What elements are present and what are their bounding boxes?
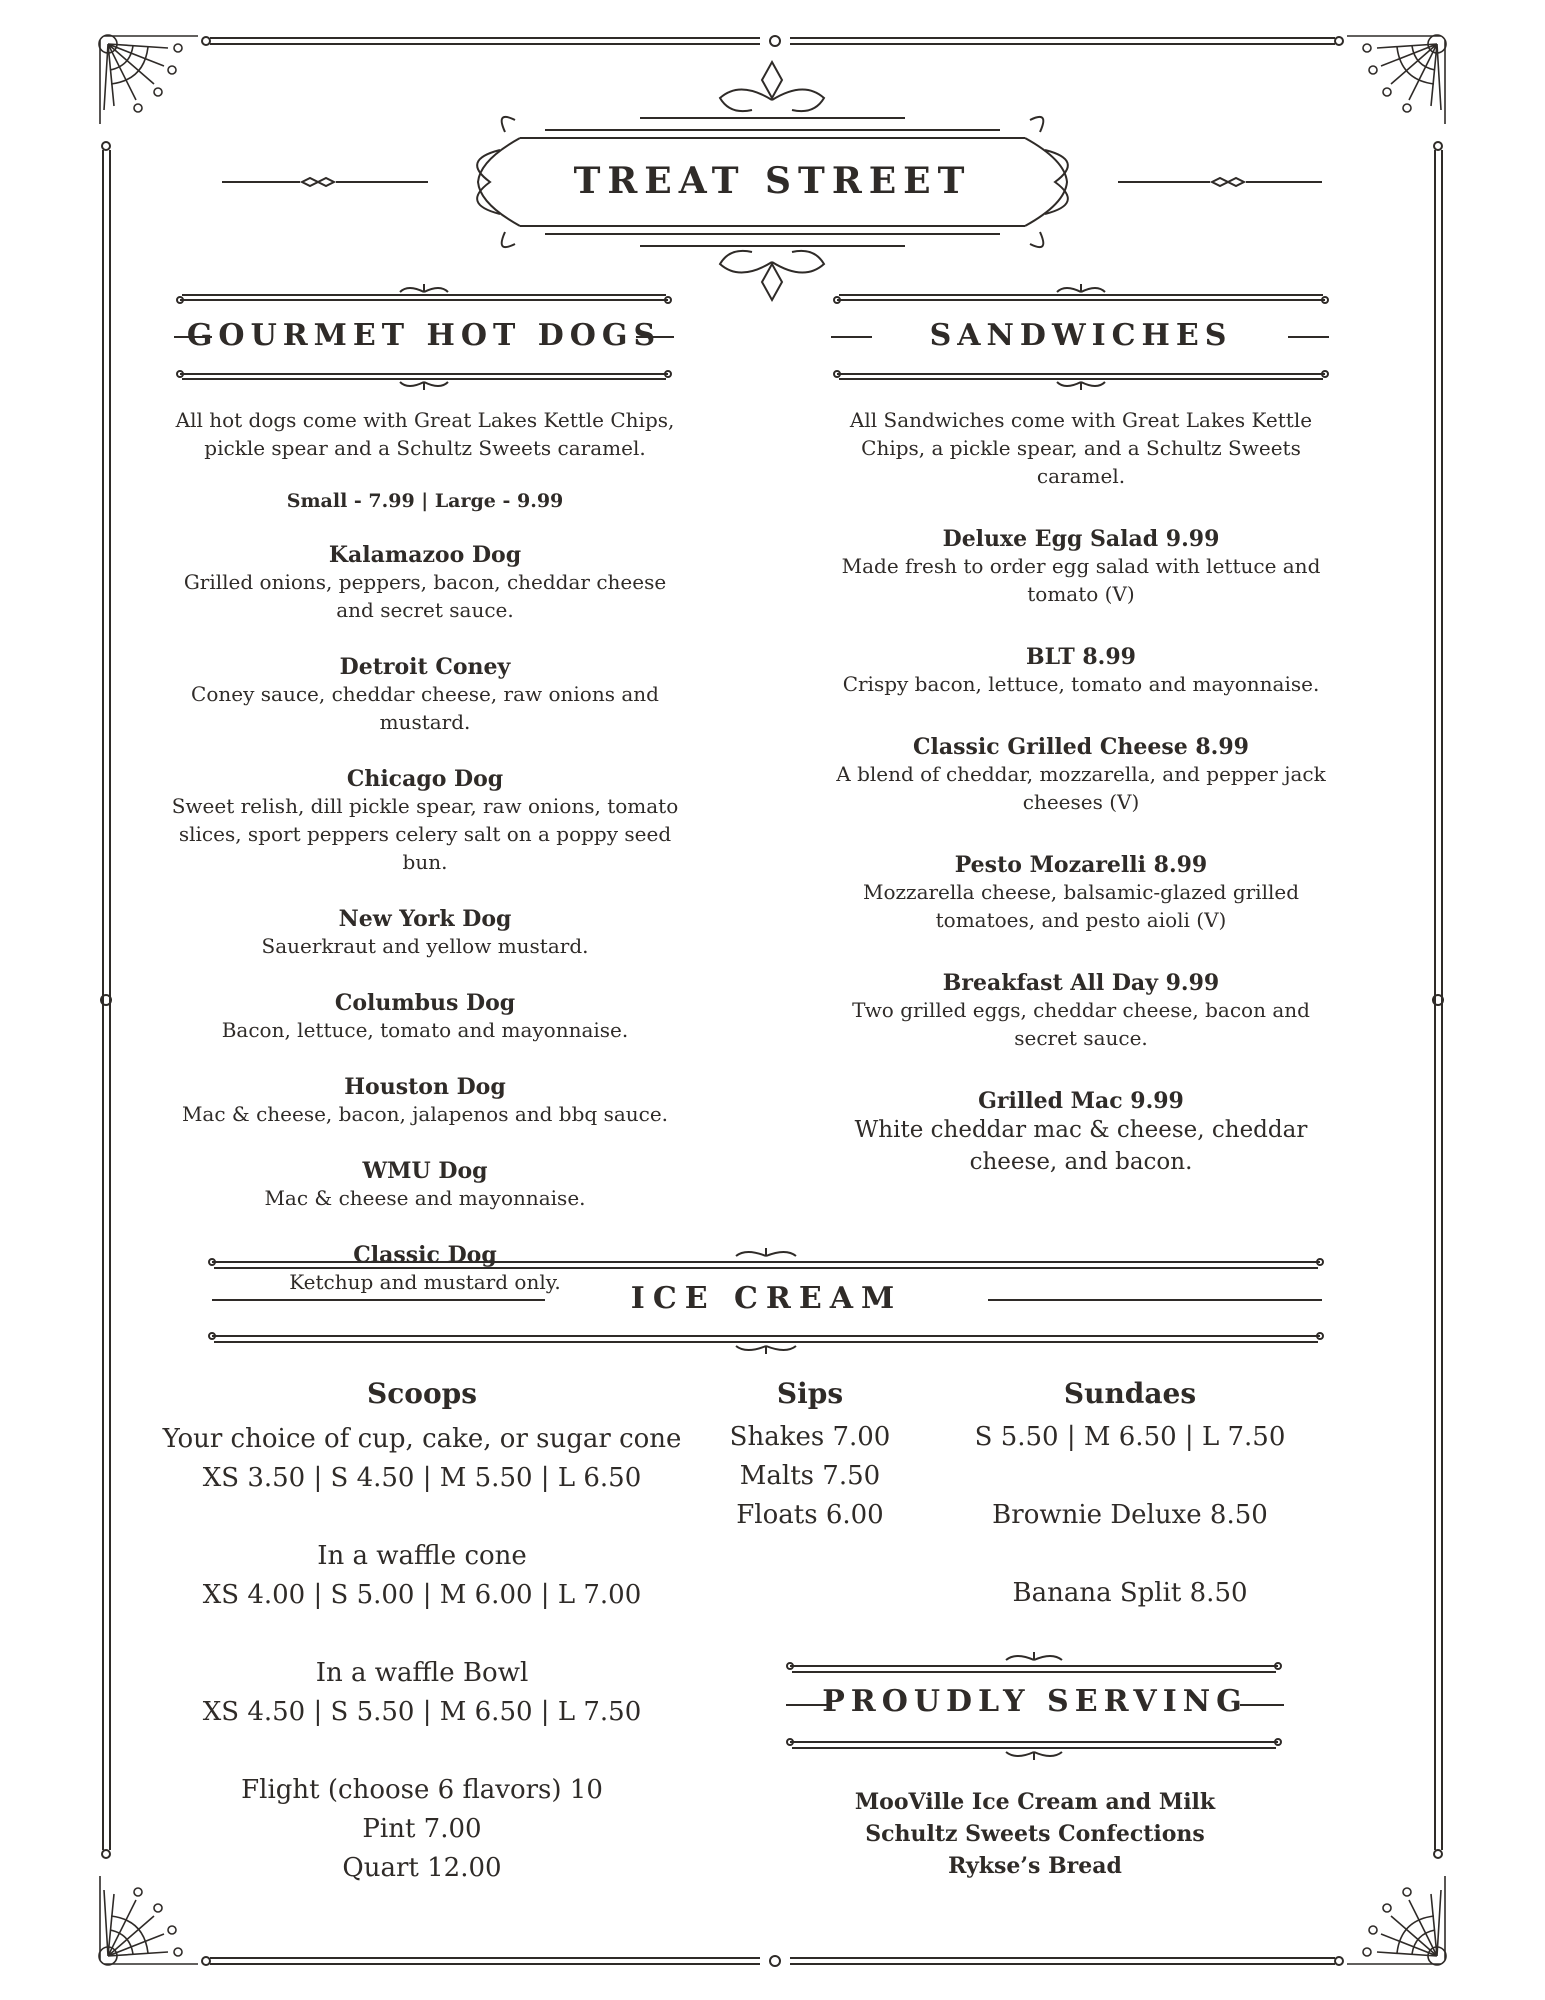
sandwiches-heading: SANDWICHES xyxy=(929,318,1233,353)
menu-item-name: Grilled Mac 9.99 xyxy=(978,1088,1184,1114)
menu-item xyxy=(170,1158,680,1212)
menu-item-name: Breakfast All Day 9.99 xyxy=(942,970,1220,996)
menu-item-description: Bacon, lettuce, tomato and mayonnaise. xyxy=(221,1018,629,1042)
menu-item-description: Grilled onions, peppers, bacon, cheddar cheese and secret sauce. xyxy=(183,570,667,622)
price-line: In a waffle cone xyxy=(317,1541,527,1571)
menu-item-description: Made fresh to order egg salad with lettuce and tomato (V) xyxy=(841,554,1321,606)
menu-item xyxy=(826,644,1336,698)
price-line: Floats 6.00 xyxy=(736,1500,884,1530)
scoops-list xyxy=(162,1420,682,1888)
sandwiches-column xyxy=(826,406,1336,1178)
sundaes-list xyxy=(950,1418,1310,1613)
menu-item-name: Deluxe Egg Salad 9.99 xyxy=(942,526,1220,552)
proudly-serving-list xyxy=(800,1786,1270,1882)
hot-dogs-list xyxy=(170,542,680,1296)
menu-item-description: A blend of cheddar, mozzarella, and pepper jack cheeses (V) xyxy=(836,762,1326,814)
menu-item-description: Mac & cheese and mayonnaise. xyxy=(264,1186,586,1210)
price-line: Malts 7.50 xyxy=(739,1461,881,1491)
menu-item-description: Mac & cheese, bacon, jalapenos and bbq sauce. xyxy=(181,1102,669,1126)
price-line: Brownie Deluxe 8.50 xyxy=(992,1500,1268,1530)
menu-item-description: Coney sauce, cheddar cheese, raw onions and mustard. xyxy=(191,682,659,734)
menu-item-name: New York Dog xyxy=(338,906,512,932)
spacer xyxy=(950,1457,1310,1496)
serving-item: Rykse’s Bread xyxy=(948,1853,1122,1879)
sandwiches-intro: All Sandwiches come with Great Lakes Kettle Chips, a pickle spear, and a Schultz Sweets caramel. xyxy=(849,408,1313,488)
menu-item xyxy=(170,654,680,736)
menu-item xyxy=(826,734,1336,816)
spacer xyxy=(162,1732,682,1771)
price-line: Pint 7.00 xyxy=(362,1814,482,1844)
serving-item: Schultz Sweets Confections xyxy=(865,1821,1205,1847)
price-line: Shakes 7.00 xyxy=(729,1422,891,1452)
sips-column xyxy=(700,1376,920,1535)
price-line: In a waffle Bowl xyxy=(315,1658,529,1688)
price-line: XS 4.50 | S 5.50 | M 6.50 | L 7.50 xyxy=(202,1697,642,1727)
menu-item-description: Ketchup and mustard only. xyxy=(289,1270,561,1294)
ice-cream-heading: ICE CREAM xyxy=(630,1281,903,1316)
menu-item-name: Houston Dog xyxy=(344,1074,506,1100)
menu-item-name: Chicago Dog xyxy=(346,766,504,792)
menu-item-description: Two grilled eggs, cheddar cheese, bacon and secret sauce. xyxy=(852,998,1310,1050)
spacer xyxy=(162,1615,682,1654)
menu-item-description: White cheddar mac & cheese, cheddar cheese, and bacon. xyxy=(854,1117,1308,1175)
scoops-heading: Scoops xyxy=(367,1377,477,1410)
sandwiches-list xyxy=(826,526,1336,1178)
sips-heading: Sips xyxy=(776,1377,844,1410)
scoops-column xyxy=(162,1376,682,1888)
menu-item-name: WMU Dog xyxy=(362,1158,488,1184)
proudly-serving-heading: PROUDLY SERVING xyxy=(822,1684,1248,1719)
menu-item xyxy=(170,542,680,624)
sips-list xyxy=(700,1418,920,1535)
menu-item-description: Crispy bacon, lettuce, tomato and mayonnaise. xyxy=(842,672,1320,696)
price-line: Banana Split 8.50 xyxy=(1012,1578,1248,1608)
menu-item-description: Sauerkraut and yellow mustard. xyxy=(261,934,589,958)
page-title: TREAT STREET xyxy=(573,160,972,202)
menu-item xyxy=(826,852,1336,934)
sundaes-heading: Sundaes xyxy=(1063,1377,1197,1410)
price-line: Your choice of cup, cake, or sugar cone xyxy=(162,1424,682,1454)
spacer xyxy=(162,1498,682,1537)
menu-item xyxy=(826,526,1336,608)
price-line: XS 4.00 | S 5.00 | M 6.00 | L 7.00 xyxy=(202,1580,642,1610)
menu-item-name: Kalamazoo Dog xyxy=(328,542,522,568)
menu-item xyxy=(170,990,680,1044)
menu-item xyxy=(826,1088,1336,1178)
menu-item xyxy=(170,766,680,876)
menu-item-name: BLT 8.99 xyxy=(1026,644,1136,670)
menu-item xyxy=(826,970,1336,1052)
menu-item-name: Columbus Dog xyxy=(334,990,516,1016)
menu-item xyxy=(170,906,680,960)
menu-item-description: Sweet relish, dill pickle spear, raw onions, tomato slices, sport peppers celery salt on a poppy seed bun. xyxy=(171,794,679,874)
serving-item: MooVille Ice Cream and Milk xyxy=(854,1789,1216,1815)
price-line: Flight (choose 6 flavors) 10 xyxy=(241,1775,603,1805)
sundaes-column xyxy=(950,1376,1310,1613)
hot-dogs-price: Small - 7.99 | Large - 9.99 xyxy=(286,490,564,512)
price-line: XS 3.50 | S 4.50 | M 5.50 | L 6.50 xyxy=(202,1463,642,1493)
spacer xyxy=(950,1535,1310,1574)
menu-item-name: Classic Dog xyxy=(353,1242,497,1268)
hot-dogs-intro: All hot dogs come with Great Lakes Kettle Chips, pickle spear and a Schultz Sweets caramel. xyxy=(175,408,675,460)
menu-item-description: Mozzarella cheese, balsamic-glazed grilled tomatoes, and pesto aioli (V) xyxy=(862,880,1300,932)
menu-item-name: Pesto Mozarelli 8.99 xyxy=(954,852,1208,878)
price-line: S 5.50 | M 6.50 | L 7.50 xyxy=(974,1422,1286,1452)
hot-dogs-column xyxy=(170,406,680,1296)
price-line: Quart 12.00 xyxy=(342,1853,502,1883)
menu-item-name: Detroit Coney xyxy=(339,654,511,680)
menu-item-name: Classic Grilled Cheese 8.99 xyxy=(913,734,1249,760)
menu-item xyxy=(170,1074,680,1128)
hot-dogs-heading: GOURMET HOT DOGS xyxy=(186,318,662,353)
